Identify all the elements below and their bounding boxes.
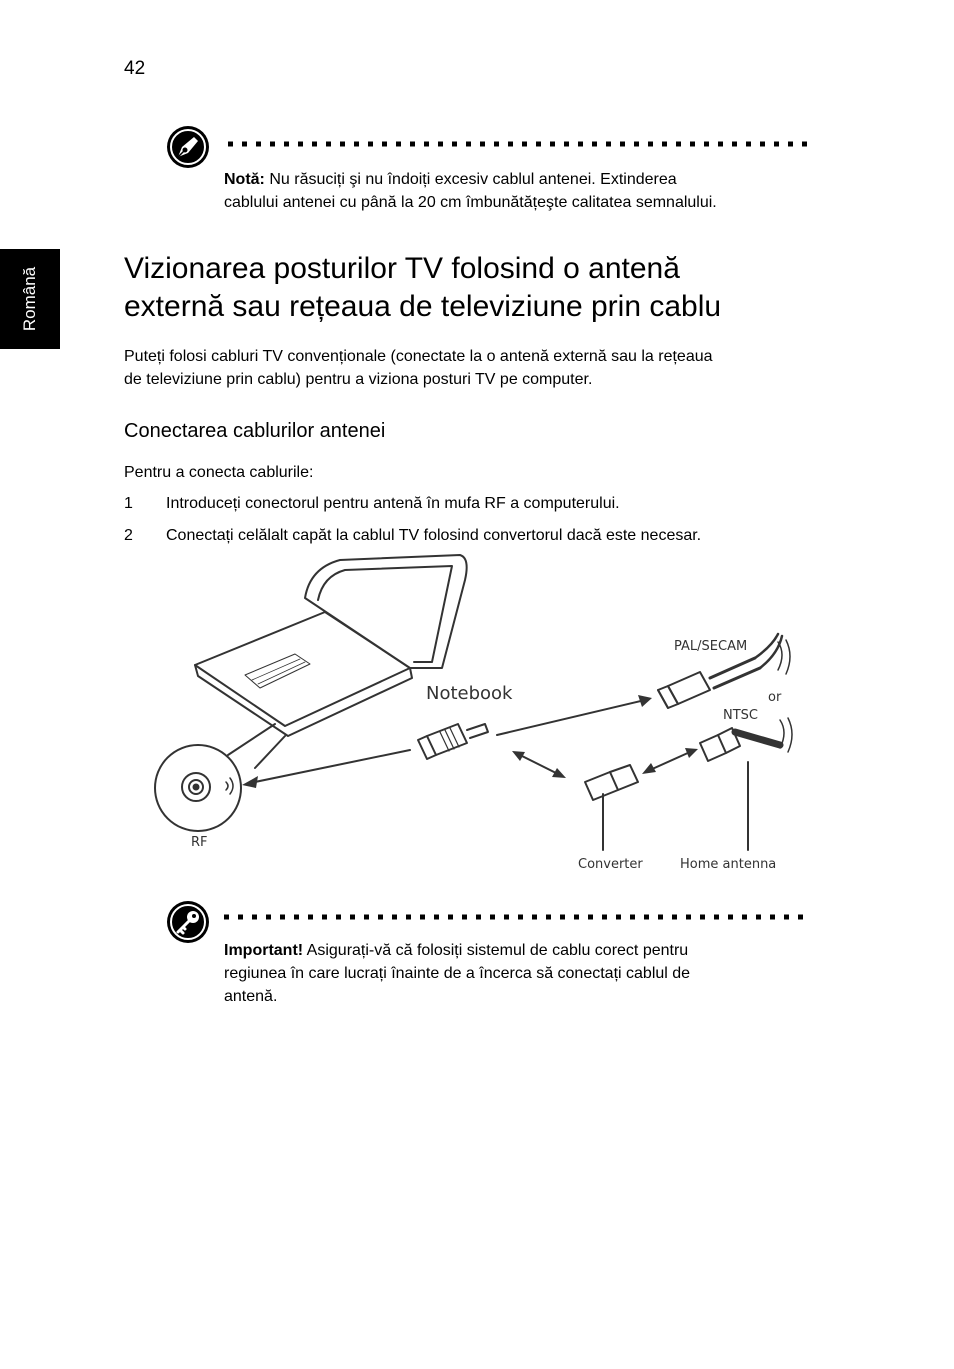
important-label: Important! — [224, 942, 304, 959]
section-title-line1: Vizionarea posturilor TV folosind o antenă — [124, 252, 680, 285]
home-antenna-label: Home antenna — [680, 857, 777, 872]
important-line1: Asigurați-vă că folosiți sistemul de cablu corect pentru — [303, 942, 689, 959]
important-text — [224, 939, 824, 1008]
note-label: Notă: — [224, 171, 265, 188]
note-text — [224, 168, 824, 214]
language-tab — [0, 249, 60, 349]
step-text: Conectați celălalt capăt la cablul TV folosind convertorul dacă este necesar. — [166, 527, 702, 544]
important-dotted-divider — [222, 914, 807, 920]
pal-secam-label: PAL/SECAM — [674, 639, 748, 654]
step-number: 1 — [124, 495, 133, 512]
section-title — [124, 250, 844, 326]
converter — [585, 772, 618, 800]
note-dotted-divider — [226, 141, 811, 147]
page-number: 42 — [124, 58, 146, 79]
note-line2: cablului antenei cu până la 20 cm îmbunătățeşte calitatea semnalului. — [224, 194, 717, 211]
antenna-connection-diagram — [140, 550, 810, 880]
notebook-connector — [418, 736, 436, 759]
step-text: Introduceți conectorul pentru antenă în mufa RF a computerului. — [166, 495, 620, 512]
rf-label: RF — [191, 835, 208, 850]
ntsc-connector — [700, 735, 726, 761]
important-line2: regiunea în care lucrați înainte de a încerca să conectați cablul de — [224, 965, 691, 982]
or-label: or — [768, 690, 782, 705]
ntsc-label: NTSC — [723, 708, 758, 723]
subsection-title: Conectarea cablurilor antenei — [124, 420, 386, 442]
important-line3: antenă. — [224, 988, 278, 1005]
intro-line2: de televiziune prin cablu) pentru a viziona posturi TV pe computer. — [124, 371, 593, 388]
key-icon — [166, 900, 210, 944]
pen-nib-icon — [166, 125, 210, 169]
converter-label: Converter — [578, 857, 643, 872]
section-title-line2: externă sau rețeaua de televiziune prin cablu — [124, 290, 722, 323]
intro-paragraph — [124, 345, 824, 391]
note-line1: Nu răsuciți şi nu îndoiți excesiv cablul antenei. Extinderea — [264, 171, 677, 188]
language-tab-label: Română — [20, 266, 39, 332]
steps-lead: Pentru a conecta cablurile: — [124, 464, 314, 481]
intro-line1: Puteți folosi cabluri TV convenționale (conectate la o antenă externă sau la rețeaua — [124, 348, 713, 365]
step-number: 2 — [124, 527, 133, 544]
notebook-label: Notebook — [426, 683, 513, 704]
